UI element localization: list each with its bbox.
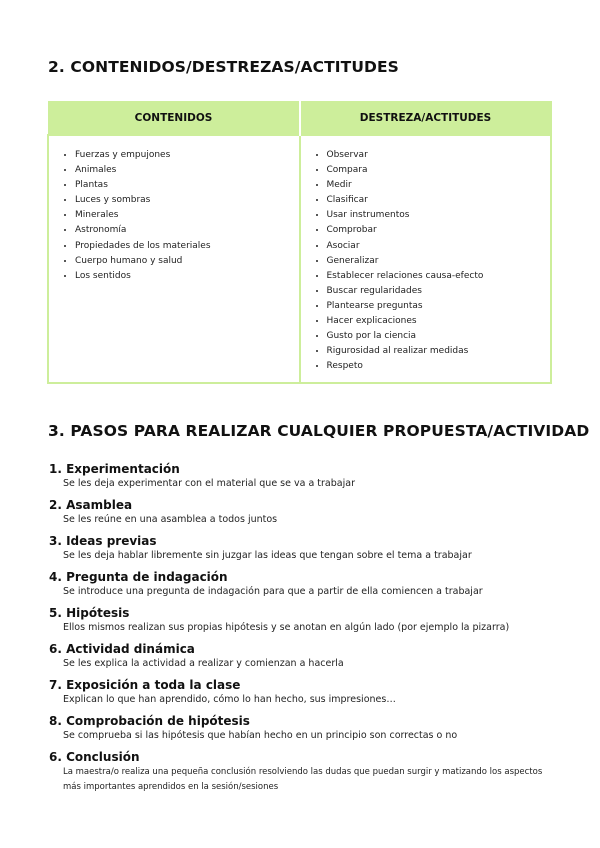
list-item: • Rigurosidad al realizar medidas [327, 344, 551, 359]
list-item: • Buscar regularidades [327, 284, 551, 299]
list-item: • Clasificar [327, 193, 551, 208]
column-header-contenidos: CONTENIDOS [48, 102, 300, 136]
step-title: 4. Pregunta de indagación [49, 570, 228, 584]
list-item: • Asociar [327, 239, 551, 254]
step-description: La maestra/o realiza una pequeña conclusión resolviendo las dudas que puedan surgir y matizando los aspectos más importantes aprendidos en la sesión/sesiones [63, 767, 543, 792]
step-item [49, 677, 559, 707]
list-item: • Astronomía [75, 223, 299, 238]
step-item [49, 569, 559, 599]
contents-table [47, 101, 552, 384]
step-title: 8. Comprobación de hipótesis [49, 714, 250, 728]
list-item: • Respeto [327, 359, 551, 374]
step-title: 5. Hipótesis [49, 606, 130, 620]
list-item: • Generalizar [327, 254, 551, 269]
step-description: Se les deja experimentar con el material que se va a trabajar [63, 478, 355, 489]
list-item: • Establecer relaciones causa-efecto [327, 269, 551, 284]
step-description: Ellos mismos realizan sus propias hipótesis y se anotan en algún lado (por ejemplo la pizarra) [63, 622, 510, 633]
list-item: • Hacer explicaciones [327, 314, 551, 329]
list-item: • Plantearse preguntas [327, 299, 551, 314]
step-item [49, 497, 559, 527]
step-title: 1. Experimentación [49, 462, 180, 476]
contenidos-list [49, 148, 299, 284]
step-title: 3. Ideas previas [49, 534, 157, 548]
list-item: • Usar instrumentos [327, 208, 551, 223]
list-item: • Los sentidos [75, 269, 299, 284]
step-description: Se introduce una pregunta de indagación para que a partir de ella comiencen a trabajar [63, 586, 483, 597]
step-item [49, 713, 559, 743]
contenidos-cell [48, 135, 300, 383]
destrezas-cell [300, 135, 552, 383]
list-item: • Gusto por la ciencia [327, 329, 551, 344]
list-item: • Compara [327, 163, 551, 178]
column-header-destrezas: DESTREZA/ACTITUDES [300, 102, 552, 136]
list-item: • Propiedades de los materiales [75, 239, 299, 254]
step-title: 2. Asamblea [49, 498, 133, 512]
step-description: Se les reúne en una asamblea a todos juntos [63, 514, 278, 525]
step-item [49, 749, 559, 795]
step-item [49, 533, 559, 563]
section-3-title: 3. PASOS PARA REALIZAR CUALQUIER PROPUESTA/ACTIVIDAD [48, 422, 590, 440]
list-item: • Luces y sombras [75, 193, 299, 208]
step-description: Se les deja hablar libremente sin juzgar las ideas que tengan sobre el tema a trabajar [63, 550, 472, 561]
list-item: • Observar [327, 148, 551, 163]
step-item [49, 641, 559, 671]
list-item: • Minerales [75, 208, 299, 223]
step-description: Explican lo que han aprendido, cómo lo han hecho, sus impresiones… [63, 694, 396, 705]
destrezas-list [301, 148, 551, 374]
list-item: • Cuerpo humano y salud [75, 254, 299, 269]
steps-list [49, 461, 559, 801]
section-2-title: 2. CONTENIDOS/DESTREZAS/ACTITUDES [48, 58, 399, 76]
list-item: • Medir [327, 178, 551, 193]
step-item [49, 461, 559, 491]
list-item: • Plantas [75, 178, 299, 193]
list-item: • Fuerzas y empujones [75, 148, 299, 163]
step-item [49, 605, 559, 635]
step-title: 6. Conclusión [49, 750, 140, 764]
step-title: 7. Exposición a toda la clase [49, 678, 241, 692]
list-item: • Comprobar [327, 223, 551, 238]
list-item: • Animales [75, 163, 299, 178]
step-title: 6. Actividad dinámica [49, 642, 195, 656]
step-description: Se les explica la actividad a realizar y comienzan a hacerla [63, 658, 344, 669]
step-description: Se comprueba si las hipótesis que habían hecho en un principio son correctas o no [63, 730, 458, 741]
